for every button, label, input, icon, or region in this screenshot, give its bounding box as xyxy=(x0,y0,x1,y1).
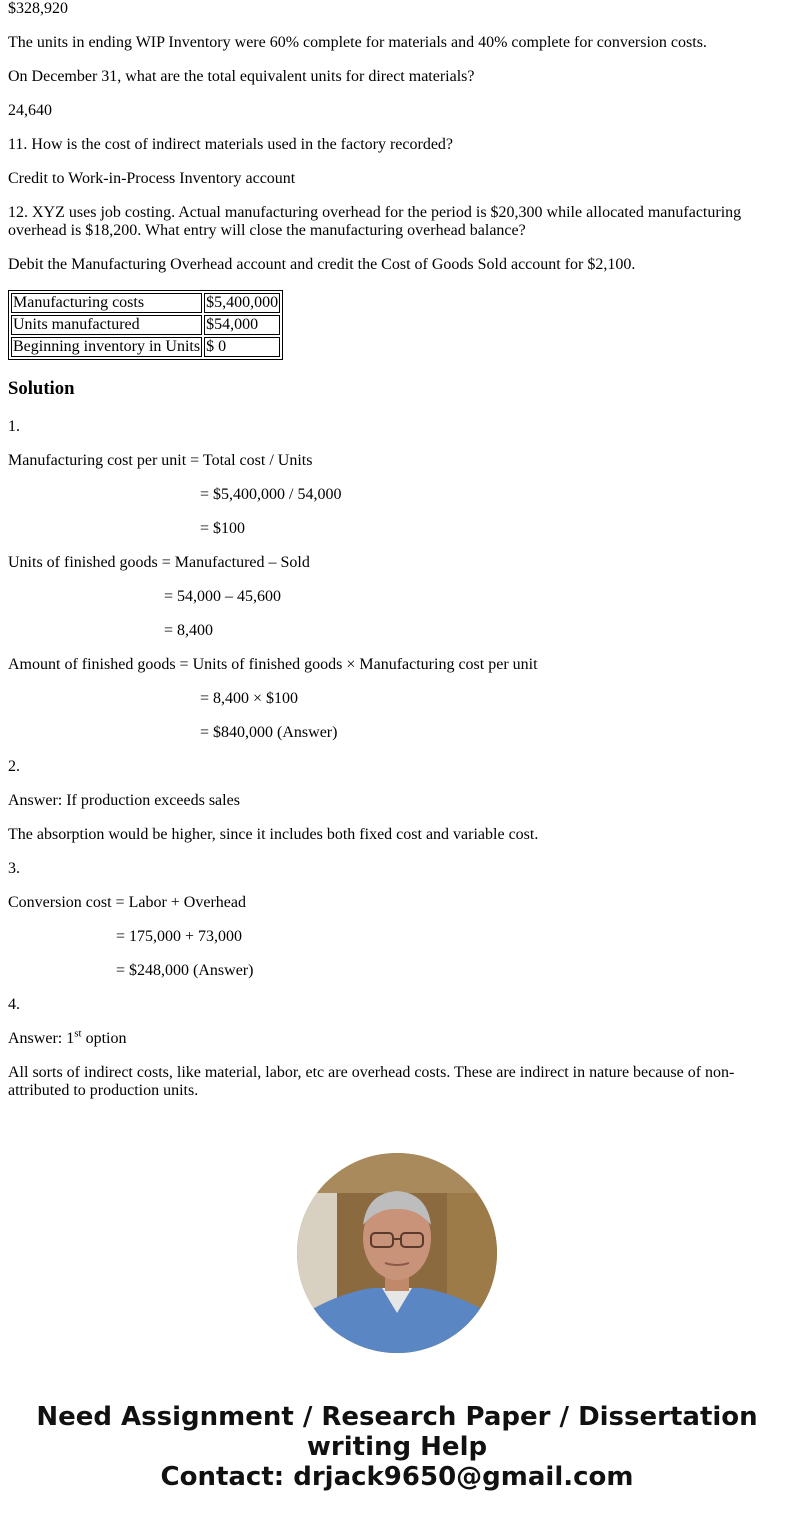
solution-1-line: Manufacturing cost per unit = Total cost / Units xyxy=(8,452,313,469)
banner-line: Need Assignment / Research Paper / Dissertation xyxy=(36,1402,758,1432)
table-cell-value: $54,000 xyxy=(204,315,280,335)
banner-line: writing Help xyxy=(306,1432,488,1462)
solution-1-line: = $100 xyxy=(200,520,246,537)
previous-answer: $328,920 xyxy=(8,0,68,17)
q11-question: 11. How is the cost of indirect materials used in the factory recorded? xyxy=(8,136,454,153)
solution-2-explanation: The absorption would be higher, since it includes both fixed cost and variable cost. xyxy=(8,826,539,843)
solution-heading: Solution xyxy=(8,378,75,399)
contact-email[interactable]: Contact: drjack9650@gmail.com xyxy=(160,1462,634,1492)
table-cell-label: Units manufactured xyxy=(11,315,202,335)
solution-4-answer xyxy=(8,1027,778,1048)
ordinal-suffix: st xyxy=(74,1027,82,1040)
q10-text: The units in ending WIP Inventory were 60% complete for materials and 40% complete for conversion costs. xyxy=(8,34,707,51)
solution-4-explanation: All sorts of indirect costs, like material, labor, etc are overhead costs. These are indirect in nature because of non-attributed to production units. xyxy=(8,1064,735,1099)
q11-answer: Credit to Work-in-Process Inventory account xyxy=(8,170,296,187)
q10-answer: 24,640 xyxy=(8,102,52,119)
solution-4-number: 4. xyxy=(8,996,20,1013)
table-cell-label: Manufacturing costs xyxy=(11,293,202,313)
table-cell-label: Beginning inventory in Units xyxy=(13,338,201,355)
document-body xyxy=(8,0,778,1116)
author-avatar xyxy=(297,1153,497,1353)
solution-1-line: = 8,400 xyxy=(164,622,214,639)
solution-3-line: = $248,000 (Answer) xyxy=(116,962,254,979)
solution-1-line: = 8,400 × $100 xyxy=(200,690,299,707)
table-cell-value: $ 0 xyxy=(204,337,280,357)
q12-answer: Debit the Manufacturing Overhead account and credit the Cost of Goods Sold account for $2,100. xyxy=(8,256,636,273)
solution-3-line: Conversion cost = Labor + Overhead xyxy=(8,894,246,911)
solution-3-line: = 175,000 + 73,000 xyxy=(116,928,243,945)
answer-prefix: Answer: 1 xyxy=(8,1030,75,1047)
solution-3-number: 3. xyxy=(8,860,20,877)
cost-table xyxy=(8,290,283,360)
solution-1-line: = 54,000 – 45,600 xyxy=(164,588,282,605)
q10-question: On December 31, what are the total equivalent units for direct materials? xyxy=(8,68,475,85)
solution-2-number: 2. xyxy=(8,758,20,775)
table-row xyxy=(11,315,280,335)
table-cell-value: $5,400,000 xyxy=(206,294,279,311)
table-row xyxy=(11,293,280,313)
solution-2-answer: Answer: If production exceeds sales xyxy=(8,792,240,809)
solution-1-line: Amount of finished goods = Units of finished goods × Manufacturing cost per unit xyxy=(8,656,538,673)
solution-1-line: = $840,000 (Answer) xyxy=(200,724,338,741)
solution-1-number: 1. xyxy=(8,418,20,435)
table-row xyxy=(11,337,280,357)
solution-1-line: = $5,400,000 / 54,000 xyxy=(200,486,342,503)
solution-1-line: Units of finished goods = Manufactured – Sold xyxy=(8,554,310,571)
q12-question: 12. XYZ uses job costing. Actual manufacturing overhead for the period is $20,300 while allocated manufacturing overhead is $18,200. What entry will close the manufacturing overhead balance? xyxy=(8,204,742,239)
portrait-image xyxy=(297,1153,497,1353)
promo-banner xyxy=(0,1402,794,1492)
answer-suffix: option xyxy=(81,1030,127,1047)
